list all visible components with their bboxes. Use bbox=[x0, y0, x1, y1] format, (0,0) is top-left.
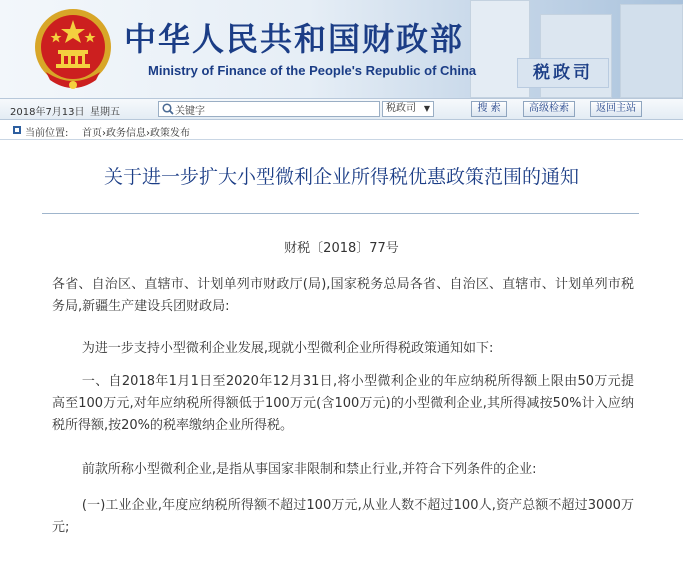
search-input[interactable] bbox=[175, 102, 375, 116]
title-divider bbox=[42, 213, 639, 214]
search-scope-value: 税政司 bbox=[386, 103, 416, 114]
return-home-button[interactable]: 返回主站 bbox=[590, 101, 642, 117]
search-box[interactable] bbox=[158, 101, 380, 117]
banner-building-decoration bbox=[620, 4, 683, 98]
search-button[interactable]: 搜 索 bbox=[471, 101, 507, 117]
article-paragraph: 一、自2018年1月1日至2020年12月31日,将小型微利企业的年应纳税所得额上限由50万元提高至100万元,对年应纳税所得额低于100万元(含100万元)的小型微利企业,其所得减按50%计入应纳税所得额,按20%的税率缴纳企业所得税。 bbox=[52, 374, 634, 433]
site-title: 中华人民共和国财政部 bbox=[124, 20, 465, 58]
department-label: 税政司 bbox=[517, 58, 609, 88]
article-title: 关于进一步扩大小型微利企业所得税优惠政策范围的通知 bbox=[103, 166, 579, 188]
site-title-english: Ministry of Finance of the People's Republic of China bbox=[148, 63, 477, 78]
article-paragraph: 各省、自治区、直辖市、计划单列市财政厅(局),国家税务总局各省、自治区、直辖市、计划单列市税务局,新疆生产建设兵团财政局: bbox=[52, 277, 634, 314]
current-weekday: 星期五 bbox=[90, 107, 120, 118]
article-paragraph: 为进一步支持小型微利企业发展,现就小型微利企业所得税政策通知如下: bbox=[81, 341, 494, 356]
article-paragraph: 前款所称小型微利企业,是指从事国家非限制和禁止行业,并符合下列条件的企业: bbox=[81, 462, 537, 477]
document-number: 财税〔2018〕77号 bbox=[284, 241, 399, 256]
national-emblem-icon bbox=[32, 6, 114, 92]
breadcrumb-path[interactable]: 首页›政务信息›政策发布 bbox=[82, 128, 190, 139]
advanced-search-button[interactable]: 高级检索 bbox=[523, 101, 575, 117]
breadcrumb-label: 当前位置: bbox=[25, 128, 69, 139]
current-date: 2018年7月13日 bbox=[10, 107, 85, 118]
breadcrumb bbox=[0, 120, 683, 140]
article-paragraph: (一)工业企业,年度应纳税所得额不超过100万元,从业人数不超过100人,资产总额不超过3000万元; bbox=[52, 498, 634, 535]
header-banner bbox=[0, 0, 683, 98]
location-marker-icon bbox=[12, 125, 22, 135]
toolbar bbox=[0, 98, 683, 120]
search-scope-select[interactable] bbox=[382, 101, 434, 117]
chevron-down-icon: ▼ bbox=[423, 104, 430, 113]
search-icon bbox=[161, 102, 175, 116]
